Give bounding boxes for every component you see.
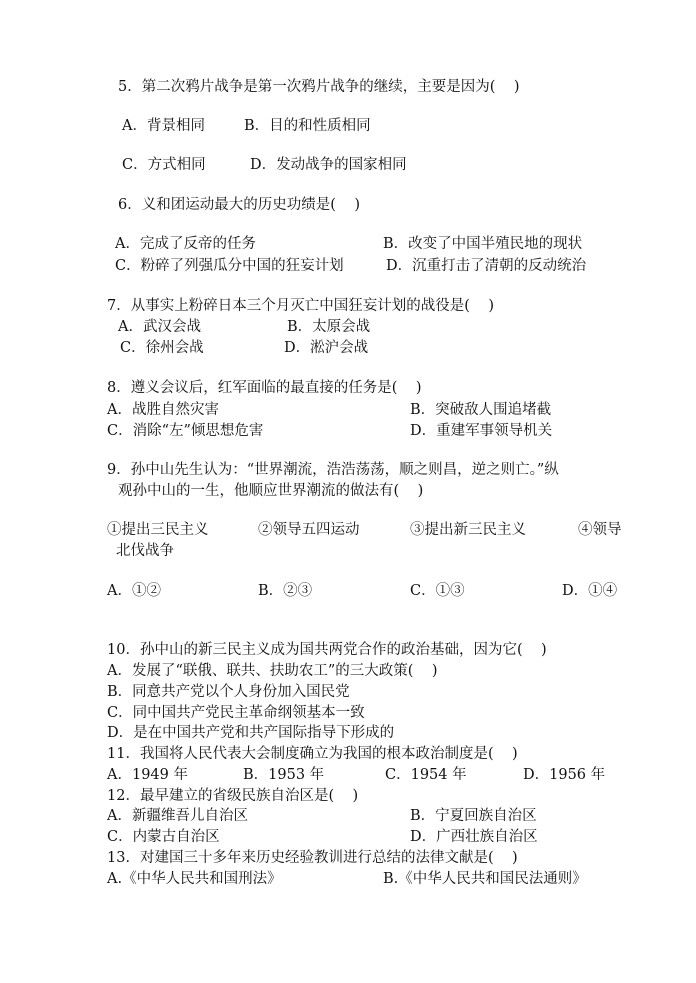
q7-option-b: B．太原会战	[287, 319, 371, 335]
q6-stem: 6．义和团运动最大的历史功绩是( )	[118, 197, 360, 213]
q12-option-b: B．宁夏回族自治区	[410, 808, 537, 824]
q10-option-c: C．同中国共产党民主革命纲领基本一致	[107, 705, 365, 721]
q9-option-c: C．①③	[410, 583, 465, 599]
q9-option-a: A．①②	[107, 583, 161, 599]
q11-option-b: B．1953 年	[243, 767, 325, 783]
q13-stem: 13．对建国三十多年来历史经验教训进行总结的法律文献是( )	[107, 850, 518, 866]
q8-option-d: D．重建军事领导机关	[410, 423, 553, 439]
q11-option-c: C．1954 年	[385, 767, 467, 783]
q12-stem: 12．最早建立的省级民族自治区是( )	[107, 788, 359, 804]
q9-item-4-continued: 北伐战争	[116, 543, 174, 559]
q9-stem-line2: 观孙中山的一生，他顺应世界潮流的做法有( )	[118, 483, 424, 499]
q6-option-d: D．沉重打击了清朝的反动统治	[386, 258, 587, 274]
q10-option-d: D．是在中国共产党和共产国际指导下形成的	[107, 725, 395, 741]
q7-option-a: A．武汉会战	[118, 319, 201, 335]
q9-option-b: B．②③	[258, 583, 313, 599]
q9-stem-line1: 9．孙中山先生认为：“世界潮流，浩浩荡荡，顺之则昌，逆之则亡。”纵	[107, 462, 559, 478]
q7-stem: 7．从事实上粉碎日本三个月灭亡中国狂妄计划的战役是( )	[107, 298, 494, 314]
q11-stem: 11．我国将人民代表大会制度确立为我国的根本政治制度是( )	[107, 746, 518, 762]
q7-option-d: D．淞沪会战	[284, 340, 369, 356]
q12-option-d: D．广西壮族自治区	[410, 829, 538, 845]
q5-stem: 5．第二次鸦片战争是第一次鸦片战争的继续，主要是因为( )	[118, 79, 520, 95]
q8-option-b: B．突破敌人围追堵截	[410, 402, 552, 418]
q6-option-b: B．改变了中国半殖民地的现状	[383, 236, 583, 252]
q8-option-c: C．消除“左”倾思想危害	[107, 423, 264, 439]
q9-option-d: D．①④	[562, 583, 618, 599]
q10-option-b: B．同意共产党以个人身份加入国民党	[107, 684, 350, 700]
q11-option-a: A．1949 年	[107, 767, 188, 783]
q12-option-a: A．新疆维吾儿自治区	[107, 808, 248, 824]
q7-option-c: C．徐州会战	[120, 340, 204, 356]
q6-option-a: A．完成了反帝的任务	[115, 236, 256, 252]
q5-option-b: B．目的和性质相同	[244, 118, 371, 134]
q9-item-3: ③提出新三民主义	[410, 522, 526, 538]
q8-stem: 8．遵义会议后，红军面临的最直接的任务是( )	[107, 380, 422, 396]
q8-option-a: A．战胜自然灾害	[107, 402, 219, 418]
q10-option-a: A．发展了“联俄、联共、扶助农工”的三大政策( )	[107, 663, 438, 679]
q5-option-d: D．发动战争的国家相同	[250, 157, 407, 173]
q10-stem: 10．孙中山的新三民主义成为国共两党合作的政治基础，因为它( )	[107, 642, 547, 658]
q5-option-c: C．方式相同	[122, 157, 206, 173]
q11-option-d: D．1956 年	[523, 767, 606, 783]
q5-option-a: A．背景相同	[122, 118, 205, 134]
q13-option-a: A.《中华人民共和国刑法》	[107, 871, 282, 887]
q9-item-1: ①提出三民主义	[107, 522, 209, 538]
q12-option-c: C．内蒙古自治区	[107, 829, 220, 845]
q9-item-4: ④领导	[578, 522, 622, 538]
q13-option-b: B.《中华人民共和国民法通则》	[383, 871, 587, 887]
q9-item-2: ②领导五四运动	[258, 522, 360, 538]
q6-option-c: C．粉碎了列强瓜分中国的狂妄计划	[115, 258, 344, 274]
